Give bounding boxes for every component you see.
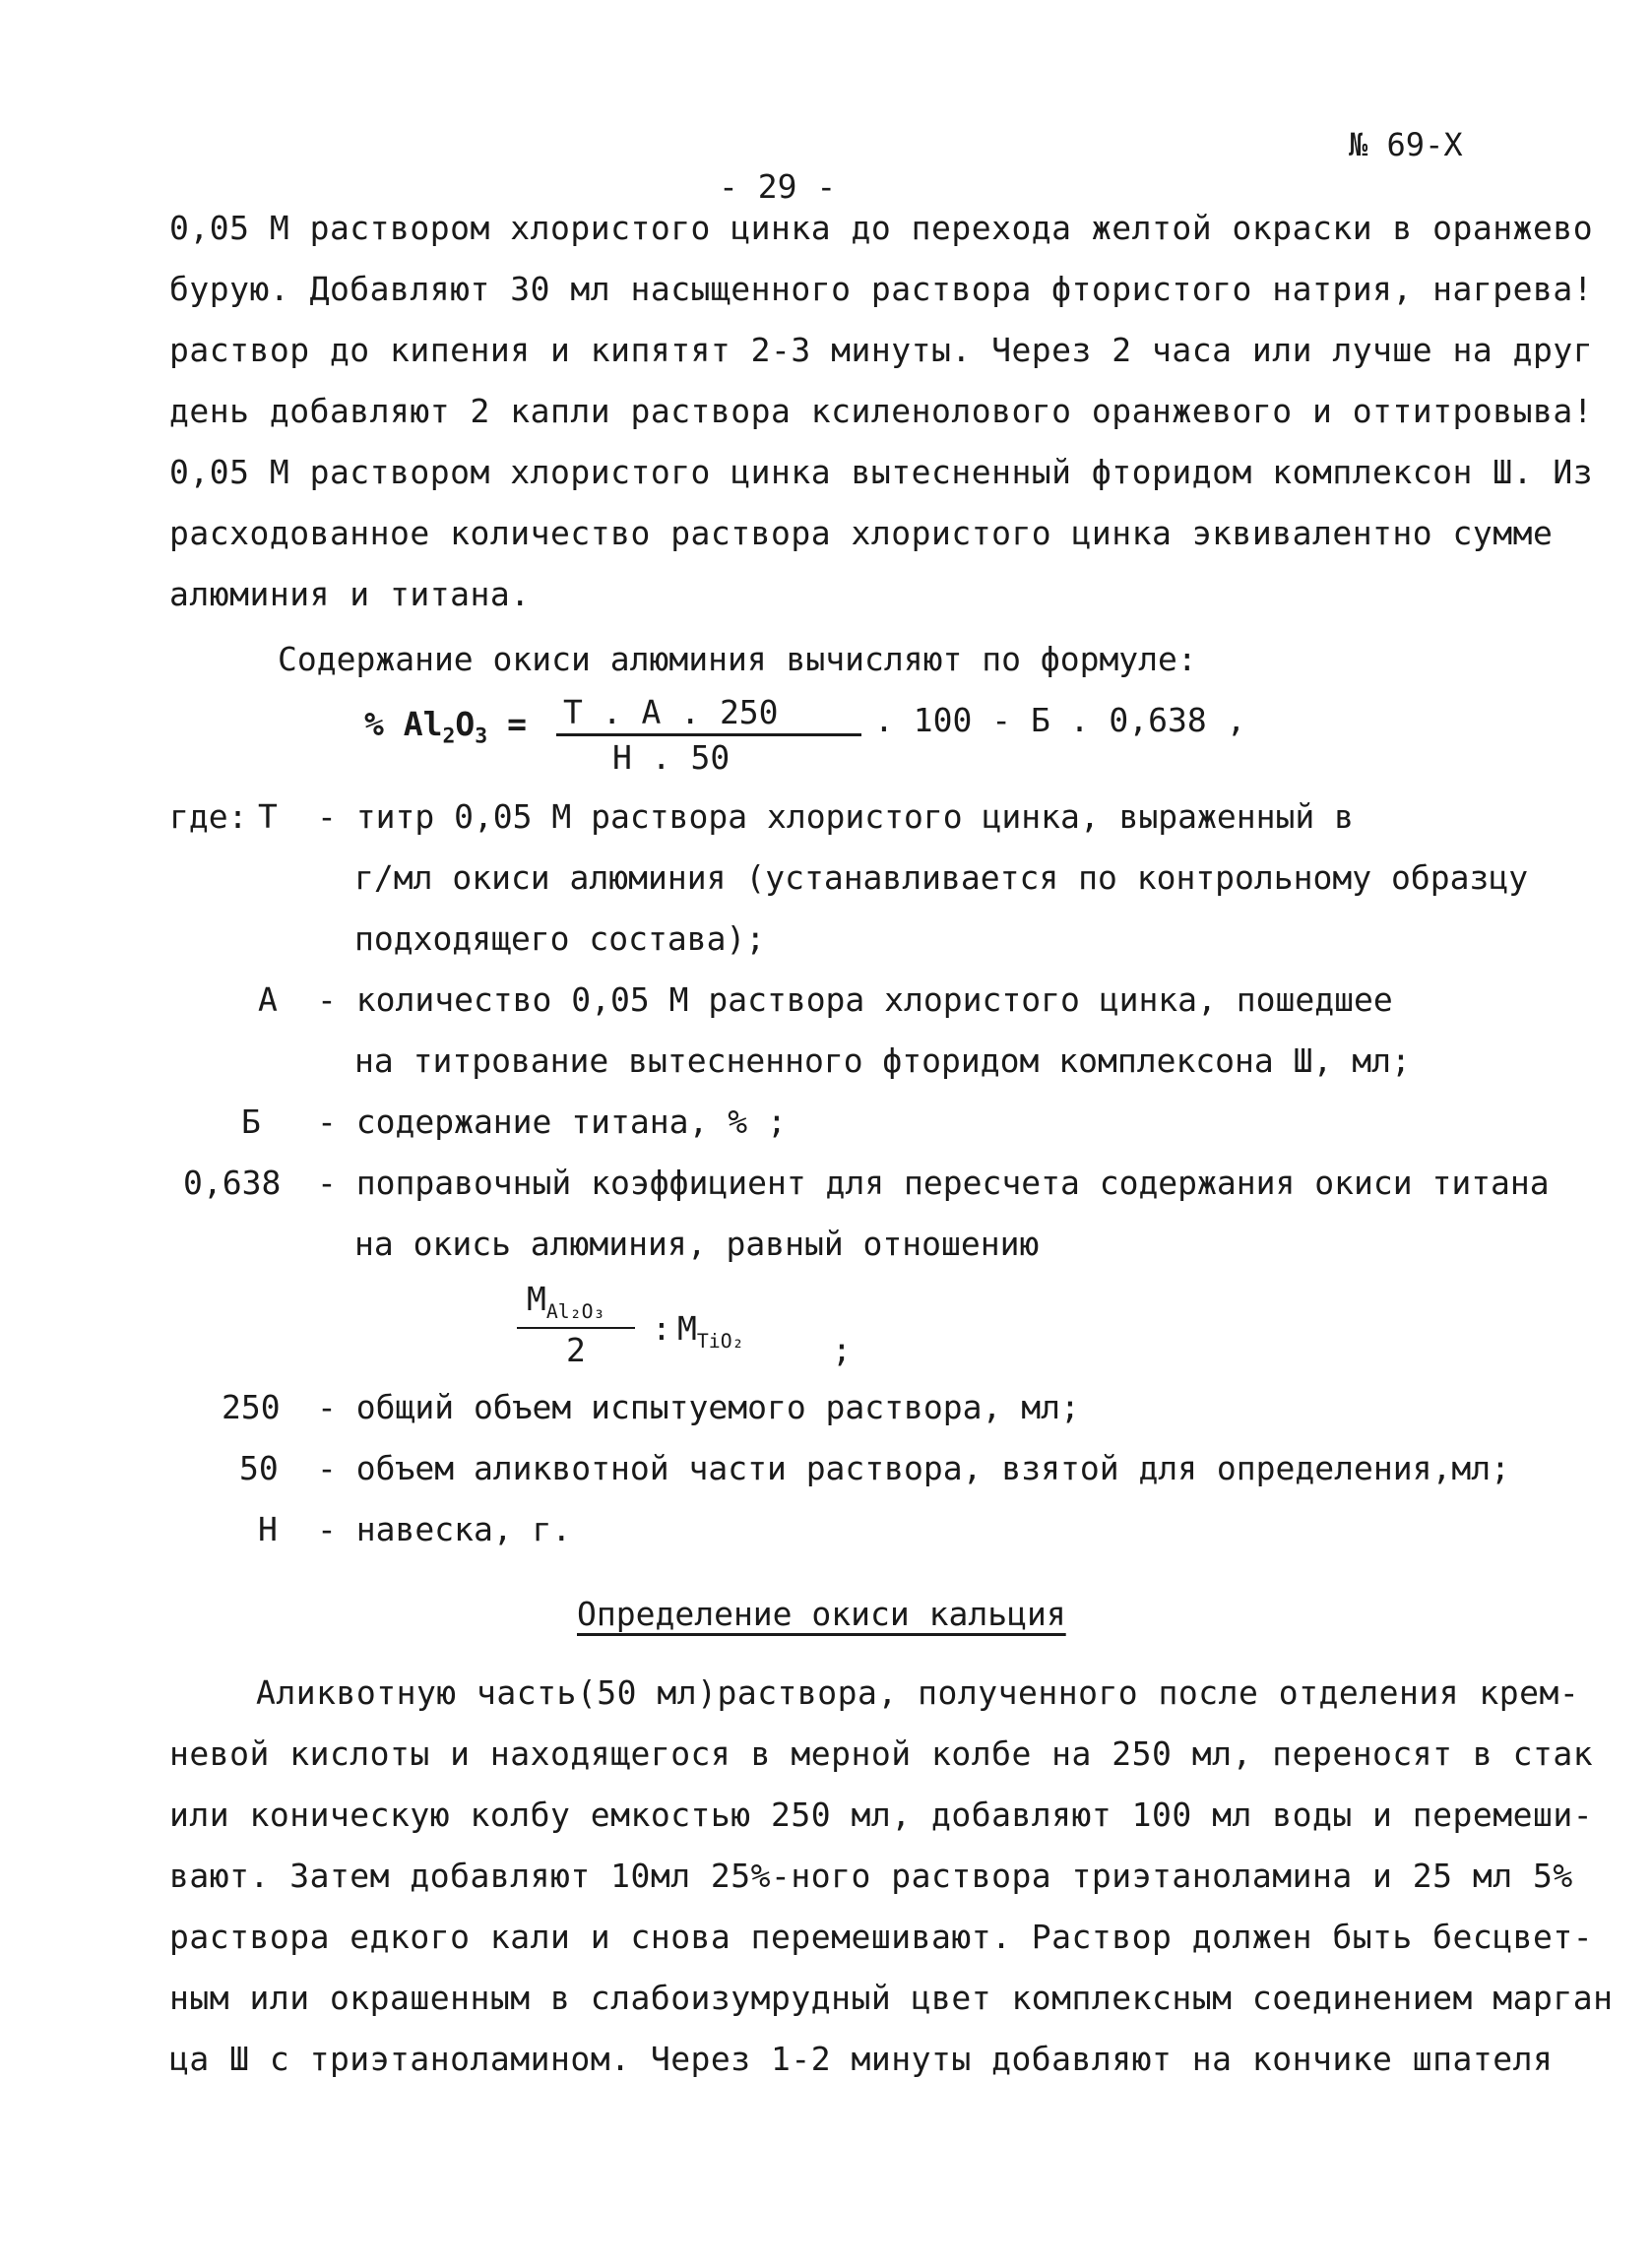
def-symbol-t: Т bbox=[258, 797, 278, 836]
text-line: невой кислоты и находящегося в мерной колбе на 250 мл, переносят в стак bbox=[169, 1734, 1594, 1773]
text-line: 0,05 М раствором хлористого цинка вытесненный фторидом комплексон Ш. Из bbox=[169, 453, 1594, 491]
ratio-denominator: 2 bbox=[566, 1331, 586, 1369]
def-text: - объем аликвотной части раствора, взятой для определения,мл; bbox=[317, 1449, 1510, 1487]
fraction-bar bbox=[556, 733, 861, 736]
ratio-numerator: $М_{Al_2O_3}$ bbox=[527, 1280, 605, 1323]
text-line: день добавляют 2 капли раствора ксиленолового оранжевого и оттитровыва! bbox=[169, 392, 1594, 430]
text-line: вают. Затем добавляют 10мл 25%-ного раствора триэтаноламина и 25 мл 5% bbox=[169, 1857, 1573, 1895]
ratio-fraction-bar bbox=[517, 1327, 635, 1329]
def-symbol-h: Н bbox=[258, 1510, 278, 1548]
text-line: ца Ш с триэтаноламином. Через 1-2 минуты добавляют на кончике шпателя bbox=[169, 2040, 1554, 2078]
def-text: - поправочный коэффициент для пересчета содержания окиси титана bbox=[317, 1164, 1550, 1202]
def-symbol-a: А bbox=[258, 980, 278, 1019]
def-text: - количество 0,05 М раствора хлористого цинка, пошедшее bbox=[317, 980, 1393, 1019]
formula-denominator: Н . 50 bbox=[612, 738, 731, 777]
text-line: Аликвотную часть(50 мл)раствора, полученного после отделения крем- bbox=[256, 1673, 1580, 1712]
text-line: алюминия и титана. bbox=[169, 575, 531, 613]
ratio-m-tio2: $М_{TiO_2}$ bbox=[677, 1309, 744, 1353]
text-line: бурую. Добавляют 30 мл насыщенного раствора фтористого натрия, нагрева! bbox=[169, 270, 1594, 308]
def-text: - титр 0,05 М раствора хлористого цинка, выраженный в bbox=[317, 797, 1354, 836]
def-symbol-250: 250 bbox=[222, 1388, 281, 1426]
text-line: раствора едкого кали и снова перемешивают. Раствор должен быть бесцвет- bbox=[169, 1918, 1594, 1956]
def-text: на титрование вытесненного фторидом комплексона Ш, мл; bbox=[354, 1041, 1411, 1080]
ratio-semicolon: ; bbox=[832, 1331, 852, 1369]
text-line: раствор до кипения и кипятят 2-3 минуты. Через 2 часа или лучше на друг bbox=[169, 331, 1594, 369]
where-label: где: bbox=[169, 797, 248, 836]
text-line: ным или окрашенным в слабоизумрудный цвет комплексным соединением марган bbox=[169, 1979, 1614, 2017]
def-text: - общий объем испытуемого раствора, мл; bbox=[317, 1388, 1080, 1426]
def-symbol-50: 50 bbox=[239, 1449, 279, 1487]
def-symbol-b: Б bbox=[241, 1102, 261, 1141]
formula-numerator: Т . А . 250 bbox=[563, 693, 779, 731]
text-line: или коническую колбу емкостью 250 мл, добавляют 100 мл воды и перемеши- bbox=[169, 1796, 1594, 1834]
text-line: 0,05 М раствором хлористого цинка до перехода желтой окраски в оранжево bbox=[169, 209, 1594, 247]
formula-intro: Содержание окиси алюминия вычисляют по формуле: bbox=[278, 640, 1197, 678]
formula-lhs: % $Al_2O_3$ = bbox=[364, 705, 527, 749]
def-text: - навеска, г. bbox=[317, 1510, 572, 1548]
text-line: расходованное количество раствора хлористого цинка эквивалентно сумме bbox=[169, 514, 1554, 552]
def-symbol-coef: 0,638 bbox=[183, 1164, 282, 1202]
page-number: - 29 - bbox=[719, 167, 837, 206]
formula-rest: . 100 - Б . 0,638 , bbox=[874, 701, 1246, 739]
ratio-colon: : bbox=[652, 1309, 671, 1348]
def-text: - содержание титана, % ; bbox=[317, 1102, 787, 1141]
def-text: г/мл окиси алюминия (устанавливается по контрольному образцу bbox=[354, 858, 1529, 897]
def-text: на окись алюминия, равный отношению bbox=[354, 1225, 1040, 1263]
def-text: подходящего состава); bbox=[354, 919, 766, 958]
document-number: № 69-Х bbox=[1349, 126, 1463, 163]
section-title: Определение окиси кальция bbox=[577, 1595, 1066, 1633]
